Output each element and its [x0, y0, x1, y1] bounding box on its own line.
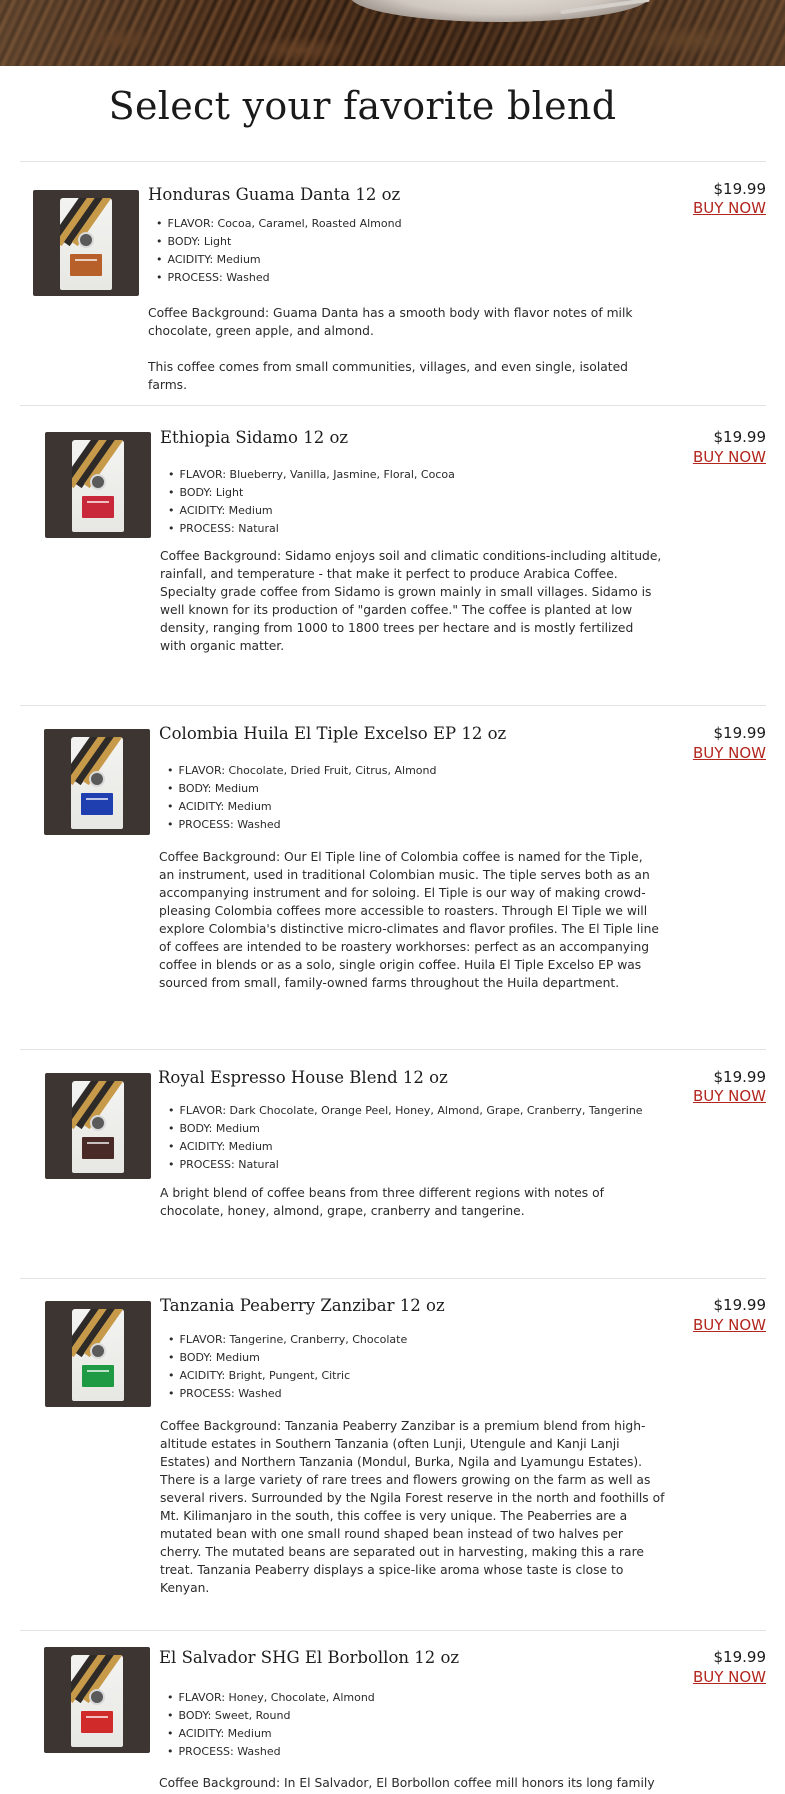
coffee-bag-icon: [72, 1081, 124, 1173]
product-name[interactable]: Royal Espresso House Blend 12 oz: [158, 1068, 448, 1087]
product-image[interactable]: [45, 1301, 151, 1407]
coffee-bag-icon: [60, 198, 112, 290]
product-image[interactable]: [44, 729, 150, 835]
acidity-attribute: • ACIDITY: Medium: [168, 1138, 643, 1156]
acidity-attribute: • ACIDITY: Medium: [156, 251, 402, 269]
buy-now-button[interactable]: BUY NOW: [692, 744, 766, 762]
body-attribute: • BODY: Medium: [168, 1349, 407, 1367]
body-attribute: • BODY: Light: [168, 484, 455, 502]
body-attribute: • BODY: Light: [156, 233, 402, 251]
product-price: $19.99: [713, 428, 766, 446]
body-attribute: • BODY: Medium: [167, 780, 436, 798]
description-paragraph: Coffee Background: Our El Tiple line of Colombia coffee is named for the Tiple, an instrument, used in traditional Colombian music. The tiple serves both as an accompanying instrument and for soloing. El Tiple is our way of making crowd-pleasing Colombia coffees more accessible to roasters. Through El Tiple we will explore Colombia's distinctive micro-climates and flavor profiles. The El Tiple line of coffees are intended to be roastery workhorses: perfect as an accompanying coffee in blends or as a solo, single origin coffee. Huila El Tiple Excelso EP was sourced from small, family-owned farms throughout the Huila department.: [159, 850, 659, 990]
coffee-bag-icon: [71, 737, 123, 829]
flavor-attribute: • FLAVOR: Chocolate, Dried Fruit, Citrus, Almond: [167, 762, 436, 780]
product-price: $19.99: [713, 1648, 766, 1666]
product-name[interactable]: Colombia Huila El Tiple Excelso EP 12 oz: [159, 724, 507, 743]
product-name[interactable]: Ethiopia Sidamo 12 oz: [160, 428, 349, 447]
flavor-attribute: • FLAVOR: Cocoa, Caramel, Roasted Almond: [156, 215, 402, 233]
description-paragraph: Coffee Background: In El Salvador, El Borbollon coffee mill honors its long family: [159, 1776, 655, 1790]
description-paragraph: This coffee comes from small communities, villages, and even single, isolated farms.: [148, 360, 628, 392]
product-image[interactable]: [33, 190, 139, 296]
description-paragraph: Coffee Background: Guama Danta has a smooth body with flavor notes of milk chocolate, green apple, and almond.: [148, 306, 633, 338]
coffee-bag-icon: [72, 440, 124, 532]
product-description: [160, 1184, 662, 1220]
divider: [20, 405, 766, 406]
product-attributes: [168, 1331, 407, 1403]
description-paragraph: Coffee Background: Sidamo enjoys soil and climatic conditions-including altitude, rainfall, and temperature - that make it perfect to produce Arabica Coffee. Specialty grade coffee from Sidamo is grown mainly in small villages. Sidamo is well known for its production of "garden coffee." The coffee is planted at low density, ranging from 1000 to 1800 trees per hectare and is mostly fertilized with organic matter.: [160, 549, 662, 653]
buy-now-button[interactable]: BUY NOW: [692, 1316, 766, 1334]
product-description: [159, 848, 661, 992]
divider: [20, 705, 766, 706]
buy-now-button[interactable]: BUY NOW: [692, 1668, 766, 1686]
coffee-bag-icon: [72, 1309, 124, 1401]
product-image[interactable]: [45, 1073, 151, 1179]
product-price: $19.99: [713, 724, 766, 742]
page-title: Select your favorite blend: [108, 84, 617, 128]
flavor-attribute: • FLAVOR: Blueberry, Vanilla, Jasmine, Floral, Cocoa: [168, 466, 455, 484]
flavor-attribute: • FLAVOR: Honey, Chocolate, Almond: [167, 1689, 375, 1707]
body-attribute: • BODY: Medium: [168, 1120, 643, 1138]
process-attribute: • PROCESS: Washed: [168, 1385, 407, 1403]
hero-banner: [0, 0, 785, 66]
description-paragraph: A bright blend of coffee beans from three different regions with notes of chocolate, honey, almond, grape, cranberry and tangerine.: [160, 1186, 604, 1218]
divider: [20, 1278, 766, 1279]
process-attribute: • PROCESS: Washed: [167, 1743, 375, 1761]
product-description: [148, 304, 648, 394]
product-name[interactable]: Honduras Guama Danta 12 oz: [148, 185, 401, 204]
product-attributes: [156, 215, 402, 287]
body-attribute: • BODY: Sweet, Round: [167, 1707, 375, 1725]
product-description: [160, 547, 662, 655]
process-attribute: • PROCESS: Washed: [156, 269, 402, 287]
product-attributes: [168, 466, 455, 538]
process-attribute: • PROCESS: Washed: [167, 816, 436, 834]
product-description: [159, 1774, 664, 1792]
flavor-attribute: • FLAVOR: Dark Chocolate, Orange Peel, Honey, Almond, Grape, Cranberry, Tangerine: [168, 1102, 643, 1120]
acidity-attribute: • ACIDITY: Medium: [167, 1725, 375, 1743]
buy-now-button[interactable]: BUY NOW: [692, 448, 766, 466]
coffee-bag-icon: [71, 1655, 123, 1747]
product-attributes: [167, 1689, 375, 1761]
acidity-attribute: • ACIDITY: Bright, Pungent, Citric: [168, 1367, 407, 1385]
product-attributes: [167, 762, 436, 834]
product-name[interactable]: Tanzania Peaberry Zanzibar 12 oz: [160, 1296, 445, 1315]
acidity-attribute: • ACIDITY: Medium: [168, 502, 455, 520]
process-attribute: • PROCESS: Natural: [168, 1156, 643, 1174]
product-price: $19.99: [713, 180, 766, 198]
product-price: $19.99: [713, 1068, 766, 1086]
divider: [20, 1630, 766, 1631]
product-description: [160, 1417, 665, 1597]
product-price: $19.99: [713, 1296, 766, 1314]
product-image[interactable]: [45, 432, 151, 538]
product-image[interactable]: [44, 1647, 150, 1753]
buy-now-button[interactable]: BUY NOW: [692, 1087, 766, 1105]
product-attributes: [168, 1102, 643, 1174]
buy-now-button[interactable]: BUY NOW: [692, 199, 766, 217]
divider: [20, 161, 766, 162]
divider: [20, 1049, 766, 1050]
process-attribute: • PROCESS: Natural: [168, 520, 455, 538]
product-name[interactable]: El Salvador SHG El Borbollon 12 oz: [159, 1648, 460, 1667]
acidity-attribute: • ACIDITY: Medium: [167, 798, 436, 816]
description-paragraph: Coffee Background: Tanzania Peaberry Zanzibar is a premium blend from high-altitude estates in Southern Tanzania (often Lunji, Utengule and Kanji Lanji Estates) and Northern Tanzania (Mondul, Burka, Ngila and Lyamungu Estates). There is a large variety of rare trees and flowers growing on the farm as well as several rivers. Surrounded by the Ngila Forest reserve in the north and foothills of Mt. Kilimanjaro in the south, this coffee is very unique. The Peaberries are a mutated bean with one small round shaped bean instead of two halves per cherry. The mutated beans are separated out in harvesting, making this a rare treat. Tanzania Peaberry displays a spice-like aroma whose taste is close to Kenyan.: [160, 1419, 665, 1595]
flavor-attribute: • FLAVOR: Tangerine, Cranberry, Chocolate: [168, 1331, 407, 1349]
